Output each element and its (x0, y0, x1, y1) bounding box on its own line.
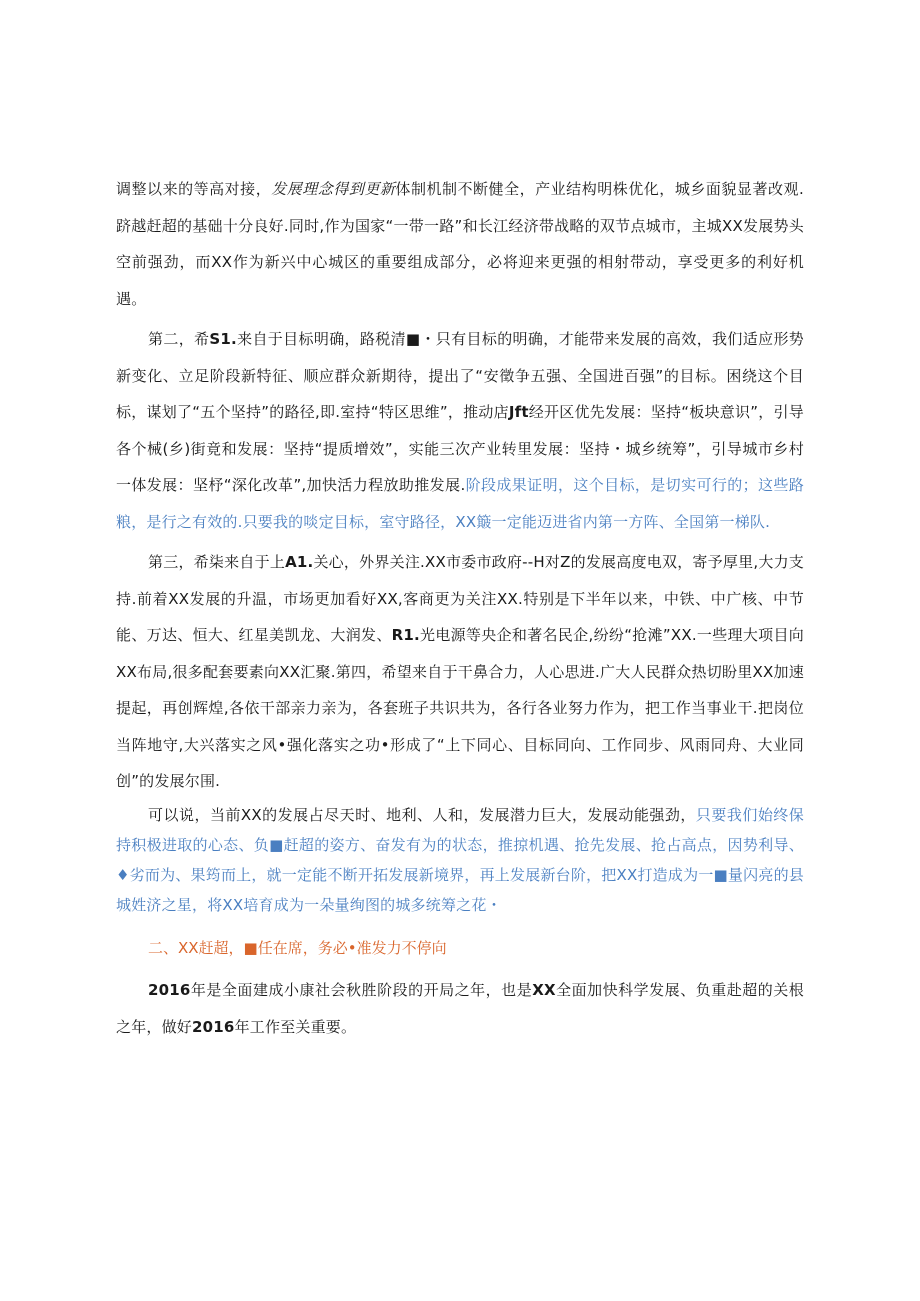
p3-bold-r1: R1. (391, 626, 420, 644)
p3-bold-a1: A1. (285, 553, 314, 571)
p5-xx: XX (532, 981, 556, 999)
document-body (116, 171, 804, 1045)
p5-text-b: 年是全面建成小康社会秋胜阶段的开局之年，也是 (190, 981, 533, 999)
section-heading: 二、XX赶超，■任在席，务必•准发力不停向 (148, 938, 447, 957)
paragraph-4 (116, 800, 804, 920)
p2-bold-jft: Jft (508, 403, 529, 421)
p3-text-a: 第三，希柒来自于上 (148, 553, 286, 571)
p2-text-c: 来自于目标明确，路税清■・只有目标的明确，才能带来发展的高效，我们适应形势新变化、立足阶段新特征、顺应群众新期待，提出了“安徵争五强、全国进百强”的目标。困绕这个目标，谋划了“五个坚持”的路径,即.室持“特区思维”，推动店 (116, 330, 805, 421)
p5-year-1: 2016 (148, 981, 191, 999)
p2-text-a: 第二，希 (148, 330, 210, 348)
p3-text-c: 关心，外界关注.XX市委市政府--H对Z的发展高度电双，寄予厚里,大力支持.前着XX发展的升温，市场更加看好XX,客商更为关注XX.特别是下半年以来，中铁、中广核、中节能、万达、恒大、红星美凯龙、大润发、 (116, 553, 804, 644)
p5-text-d: 全面加快科学发展、负重赴超的关根之年，做好 (116, 981, 804, 1036)
p1-text-c: 体制机制不断健全，产业结构明株优化，城乡面貌显著改观.跻越赶超的基础十分良好.同时,作为国家“一带一路”和长江经济带战略的双节点城市，主城XX发展势头空前强劲，而XX作为新兴中心城区的重要组成部分，必将迎来更强的相射带动，享受更多的利好机遇。 (116, 180, 804, 308)
paragraph-3 (116, 544, 804, 800)
paragraph-5 (116, 972, 804, 1045)
paragraph-2 (116, 321, 804, 540)
p3-text-e: 光电源等央企和著名民企,纷纷“抢滩”XX.一些理大项目向XX布局,很多配套要素向XX汇聚.第四，希望来自于干鼻合力，人心思进.广大人民群众热切盼里XX加速提起，再创辉煌,各依干部亲力亲为，各套班子共识共为，各行各业努力作为，把工作当事业干.把岗位当阵地守,大兴落实之风•强化落实之功•形成了“上下同心、目标同向、工作同步、风雨同舟、大业同创”的发展尔围. (116, 626, 804, 790)
p1-text-a: 调整以来的等高对接， (116, 180, 272, 198)
p2-bold-s1: S1. (209, 330, 237, 348)
paragraph-1 (116, 171, 804, 317)
p5-text-f: 年工作至关重要。 (234, 1017, 357, 1036)
p1-italic-phrase: 发展理念得到更新 (271, 180, 396, 198)
p2-blue-text: 阶段成果证明，这个目标，是切实可行的；这些路粮，是行之有效的.只要我的啖定目标，室守路径，XX簸一定能迈进省内第一方阵、全国第一梯队. (116, 476, 804, 531)
p4-text-a: 可以说，当前XX的发展占尽天时、地利、人和，发展潜力巨大，发展动能强劲， (148, 805, 696, 824)
p2-text-e: 经开区优先发展：坚持“板块意识”，引导各个械(乡)街竟和发展：坚持“提质增效”，实能三次产业转里发展：坚持・城乡统筹”，引导城市乡村一体发展：坚杼“深化改革”,加快活力程放助推发展. (116, 403, 804, 494)
p4-blue-text: 只要我们始终保持积极进取的心态、负■赶超的姿方、奋发有为的状态，推掠机遇、抢先发展、抢占高点，因势利导、♦劣而为、果筠而上，就一定能不断开拓发展新境界，再上发展新台阶，把XX打造成为一■量闪亮的县城姓济之星，将XX培育成为一朵量绚图的城多统筹之花・ (116, 805, 804, 914)
p5-year-2: 2016 (192, 1017, 235, 1036)
